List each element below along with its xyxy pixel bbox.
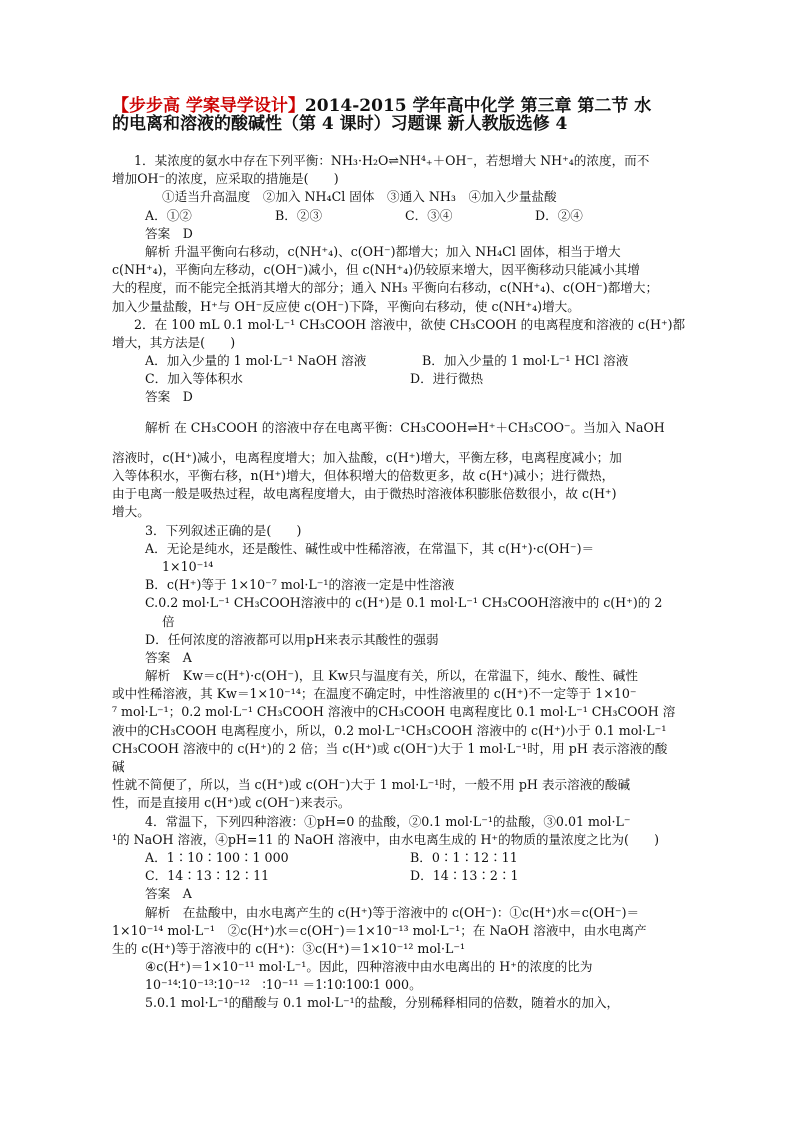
q4-stem-line2: ¹的 NaOH 溶液，④pH=11 的 NaOH 溶液中，由水电离生成的 H⁺的物质的量浓度之比为( )	[112, 831, 660, 847]
q4-explanation-line2: 1×10⁻¹⁴ mol·L⁻¹ ②c(H⁺)水＝c(OH⁻)＝1×10⁻¹³ mol·L⁻¹；在 NaOH 溶液中，由水电离产	[112, 922, 647, 938]
q3-explanation-line4: 液中的CH₃COOH 电离程度小，所以，0.2 mol·L⁻¹CH₃COOH 溶液中的 c(H⁺)小于 0.1 mol·L⁻¹	[112, 722, 667, 738]
q4-stem-line1: 4．常温下，下列四种溶液：①pH=0 的盐酸，②0.1 mol·L⁻¹的盐酸，③0.01 mol·L⁻	[145, 813, 631, 829]
q4-options-row1	[112, 849, 692, 867]
q3-option-b: B．c(H⁺)等于 1×10⁻⁷ mol·L⁻¹的溶液一定是中性溶液	[145, 577, 455, 593]
q3-option-a-line1: A．无论是纯水，还是酸性、碱性或中性稀溶液，在常温下，其 c(H⁺)·c(OH⁻)＝	[145, 540, 595, 556]
q3-explanation-line7: 性就不简便了，所以，当 c(H⁺)或 c(OH⁻)大于 1 mol·L⁻¹时，一般不用 pH 表示溶液的酸碱	[112, 777, 631, 793]
q2-stem-line2: 增大，其方法是( )	[112, 334, 236, 350]
q3-explanation-line2: 或中性稀溶液，其 Kw＝1×10⁻¹⁴；在温度不确定时，中性溶液里的 c(H⁺)不一定等于 1×10⁻	[112, 686, 637, 702]
q4-explanation-line5: 10⁻¹⁴∶10⁻¹³∶10⁻¹² ∶10⁻¹¹ ＝1∶10∶100∶1 000。	[145, 977, 422, 993]
q2-option-c: C．加入等体积水	[145, 371, 243, 387]
q3-explanation-line5: CH₃COOH 溶液中的 c(H⁺)的 2 倍；当 c(H⁺)或 c(OH⁻)大于 1 mol·L⁻¹时，用 pH 表示溶液的酸	[112, 740, 668, 756]
q1-measures: ①适当升高温度 ②加入 NH₄Cl 固体 ③通入 NH₃ ④加入少量盐酸	[162, 189, 557, 205]
q3-option-a-line2: 1×10⁻¹⁴	[162, 558, 214, 574]
q4-option-b: B．0∶1∶12∶11	[410, 849, 518, 865]
q4-option-c: C．14∶13∶12∶11	[145, 868, 270, 884]
q2-explanation-line3: 入等体积水，平衡右移，n(H⁺)增大，但体积增大的倍数更多，故 c(H⁺)减小；进行微热，	[112, 468, 615, 483]
q2-explanation-line2: 溶液时，c(H⁺)减小，电离程度增大；加入盐酸，c(H⁺)增大，平衡左移，电离程度减小；加	[112, 449, 622, 465]
q4-answer: 答案 A	[145, 886, 192, 902]
q1-option-c: C．③④	[405, 207, 453, 223]
q1-explanation-line4: 加入少量盐酸，H⁺与 OH⁻反应使 c(OH⁻)下降，平衡向右移动，使 c(NH⁺₄)增大。	[112, 298, 580, 314]
q1-option-d: D．②④	[535, 207, 583, 223]
q2-answer: 答案 D	[145, 389, 193, 405]
q2-option-b: B．加入少量的 1 mol·L⁻¹ HCl 溶液	[422, 353, 629, 369]
q5-stem: 5.0.1 mol·L⁻¹的醋酸与 0.1 mol·L⁻¹的盐酸，分别稀释相同的倍数，随着水的加入，	[145, 995, 620, 1011]
q2-option-d: D．进行微热	[410, 371, 484, 387]
q3-option-c-line1: C.0.2 mol·L⁻¹ CH₃COOH溶液中的 c(H⁺)是 0.1 mol·L⁻¹ CH₃COOH溶液中的 c(H⁺)的 2	[145, 595, 663, 611]
q4-explanation-line1: 解析 在盐酸中，由水电离产生的 c(H⁺)等于溶液中的 c(OH⁻)：①c(H⁺)水＝c(OH⁻)＝	[145, 904, 640, 920]
document-body	[112, 152, 692, 1013]
q2-options-row2	[112, 370, 692, 388]
q4-explanation-line3: 生的 c(H⁺)等于溶液中的 c(H⁺)：③c(H⁺)＝1×10⁻¹² mol·L⁻¹	[112, 940, 466, 956]
q3-option-d: D．任何浓度的溶液都可以用pH来表示其酸性的强弱	[145, 631, 439, 647]
q1-stem-line1: 1．某浓度的氨水中存在下列平衡：NH₃·H₂O⇌NH⁴₊＋OH⁻，若想增大 NH⁺₄的浓度，而不	[134, 153, 650, 168]
q3-explanation-line1: 解析 Kw＝c(H⁺)·c(OH⁻)，且 Kw只与温度有关，所以，在常温下，纯水、酸性、碱性	[145, 668, 638, 684]
q3-answer: 答案 A	[145, 649, 192, 665]
q2-options-row1	[112, 352, 692, 370]
q1-stem-line2: 增加OH⁻的浓度，应采取的措施是( )	[112, 171, 339, 187]
title-source-tag: 【步步高 学案导学设计】	[112, 96, 305, 116]
q2-explanation-line4: 由于电离一般是吸热过程，故电离程度增大，由于微热时溶液体积膨胀倍数很小，故 c(H⁺)	[112, 486, 617, 502]
q2-explanation-line1: 解析 在 CH₃COOH 的溶液中存在电离平衡：CH₃COOH⇌H⁺＋CH₃COO⁻。当加入 NaOH	[145, 419, 665, 435]
q4-option-a: A．1∶10∶100∶1 000	[145, 849, 289, 865]
title-line1-rest: 2014-2015 学年高中化学 第三章 第二节 水	[304, 96, 652, 116]
q4-options-row2	[112, 867, 692, 885]
q3-stem: 3．下列叙述正确的是( )	[145, 522, 302, 538]
q1-option-a: A．①②	[145, 207, 192, 223]
document-title	[112, 93, 692, 135]
q3-explanation-line6: 碱	[112, 759, 125, 774]
q1-answer: 答案 D	[145, 225, 193, 241]
title-line2: 的电离和溶液的酸碱性（第 4 课时）习题课 新人教版选修 4	[112, 114, 568, 135]
q1-explanation-line1: 解析 升温平衡向右移动，c(NH⁺₄)、c(OH⁻)都增大；加入 NH₄Cl 固体，相当于增大	[145, 243, 621, 259]
q4-explanation-line4: ④c(H⁺)＝1×10⁻¹¹ mol·L⁻¹。因此，四种溶液中由水电离出的 H⁺的浓度的比为	[145, 959, 593, 975]
q1-explanation-line2: c(NH⁺₄)，平衡向左移动，c(OH⁻)减小，但 c(NH⁺₄)仍较原来增大，因平衡移动只能减小其增	[112, 262, 640, 278]
q3-explanation-line3: ⁷ mol·L⁻¹；0.2 mol·L⁻¹ CH₃COOH 溶液中的CH₃COOH 电离程度比 0.1 mol·L⁻¹ CH₃COOH 溶	[112, 704, 676, 720]
q1-explanation-line3: 大的程度，而不能完全抵消其增大的部分；通入 NH₃ 平衡向右移动，c(NH⁺₄)、c(OH⁻)都增大；	[112, 280, 659, 296]
q2-stem-line1: 2．在 100 mL 0.1 mol·L⁻¹ CH₃COOH 溶液中，欲使 CH₃COOH 的电离程度和溶液的 c(H⁺)都	[134, 316, 686, 332]
q1-option-b: B．②③	[275, 207, 323, 223]
q3-option-c-line2: 倍	[162, 613, 175, 629]
q3-explanation-line8: 性，而是直接用 c(H⁺)或 c(OH⁻)来表示。	[112, 795, 351, 811]
q2-explanation-line5: 增大。	[112, 504, 150, 520]
q1-options	[112, 207, 692, 225]
q4-option-d: D．14∶13∶2∶1	[410, 868, 519, 884]
q2-option-a: A．加入少量的 1 mol·L⁻¹ NaOH 溶液	[145, 353, 367, 369]
